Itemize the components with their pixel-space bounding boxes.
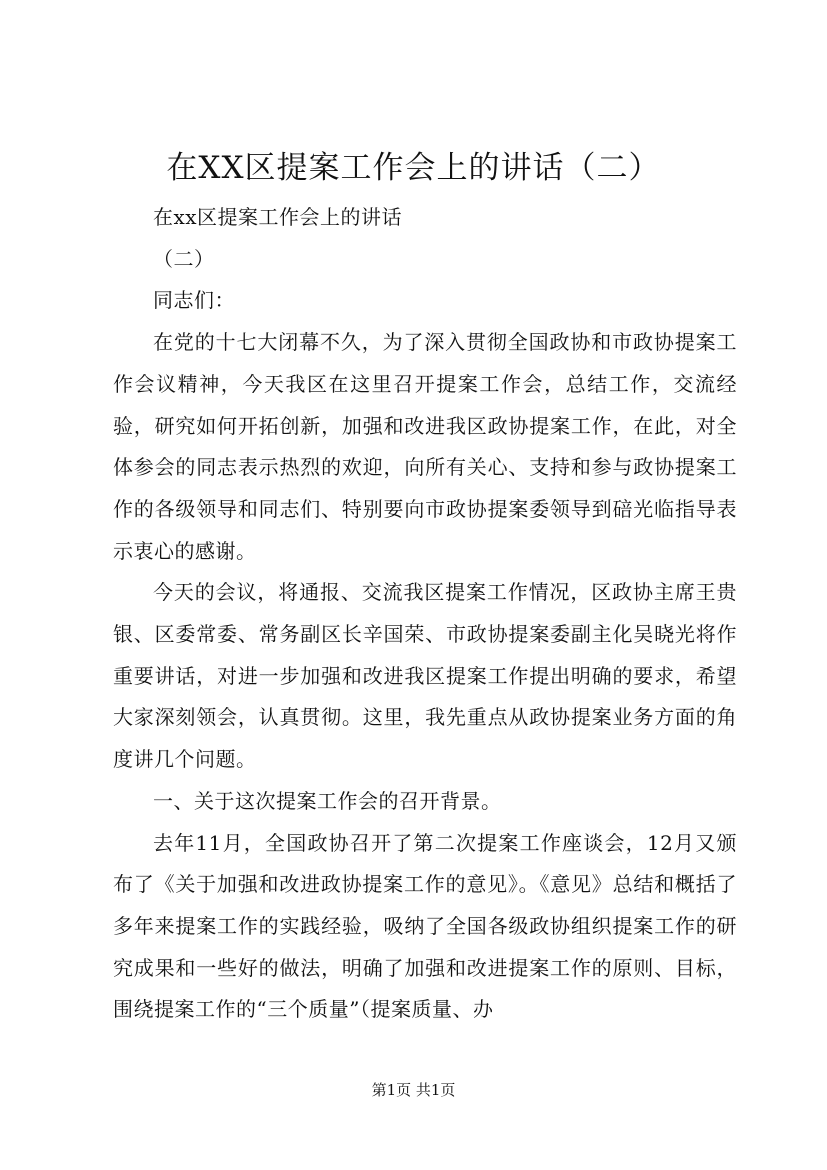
page-footer: 第1页 共1页 [371,1081,456,1099]
speech-part-number: （二） [153,246,215,271]
salutation: 同志们： [153,288,235,313]
document-body [113,197,737,1031]
section-heading-1: 一、关于这次提案工作会的召开背景。 [153,788,502,813]
paragraph-background: 去年11月，全国政协召开了第二次提案工作座谈会，12月又颁布了《关于加强和改进政协提案工作的意见》。《意见》总结和概括了多年来提案工作的实践经验，吸纳了全国各级政协组织提案工作的研究成果和一些好的做法，明确了加强和改进提案工作的原则、目标，围绕提案工作的“三个质量”（提案质量、办 [113,830,737,1022]
speech-subtitle: 在xx区提案工作会上的讲话 [153,205,403,229]
paragraph-opening: 在党的十七大闭幕不久，为了深入贯彻全国政协和市政协提案工作会议精神，今天我区在这里召开提案工作会，总结工作，交流经验，研究如何开拓创新，加强和改进我区政协提案工作，在此，对全体参会的同志表示热烈的欢迎，向所有关心、支持和参与政协提案工作的各级领导和同志们、特别要向市政协提案委领导到碚光临指导表示衷心的感谢。 [113,330,737,563]
document-title: 在XX区提案工作会上的讲话（二） [166,150,661,186]
paragraph-agenda: 今天的会议，将通报、交流我区提案工作情况，区政协主席王贵银、区委常委、常务副区长辛国荣、市政协提案委副主化吴晓光将作重要讲话，对进一步加强和改进我区提案工作提出明确的要求，希望大家深刻领会，认真贯彻。这里，我先重点从政协提案业务方面的角度讲几个问题。 [113,580,737,772]
